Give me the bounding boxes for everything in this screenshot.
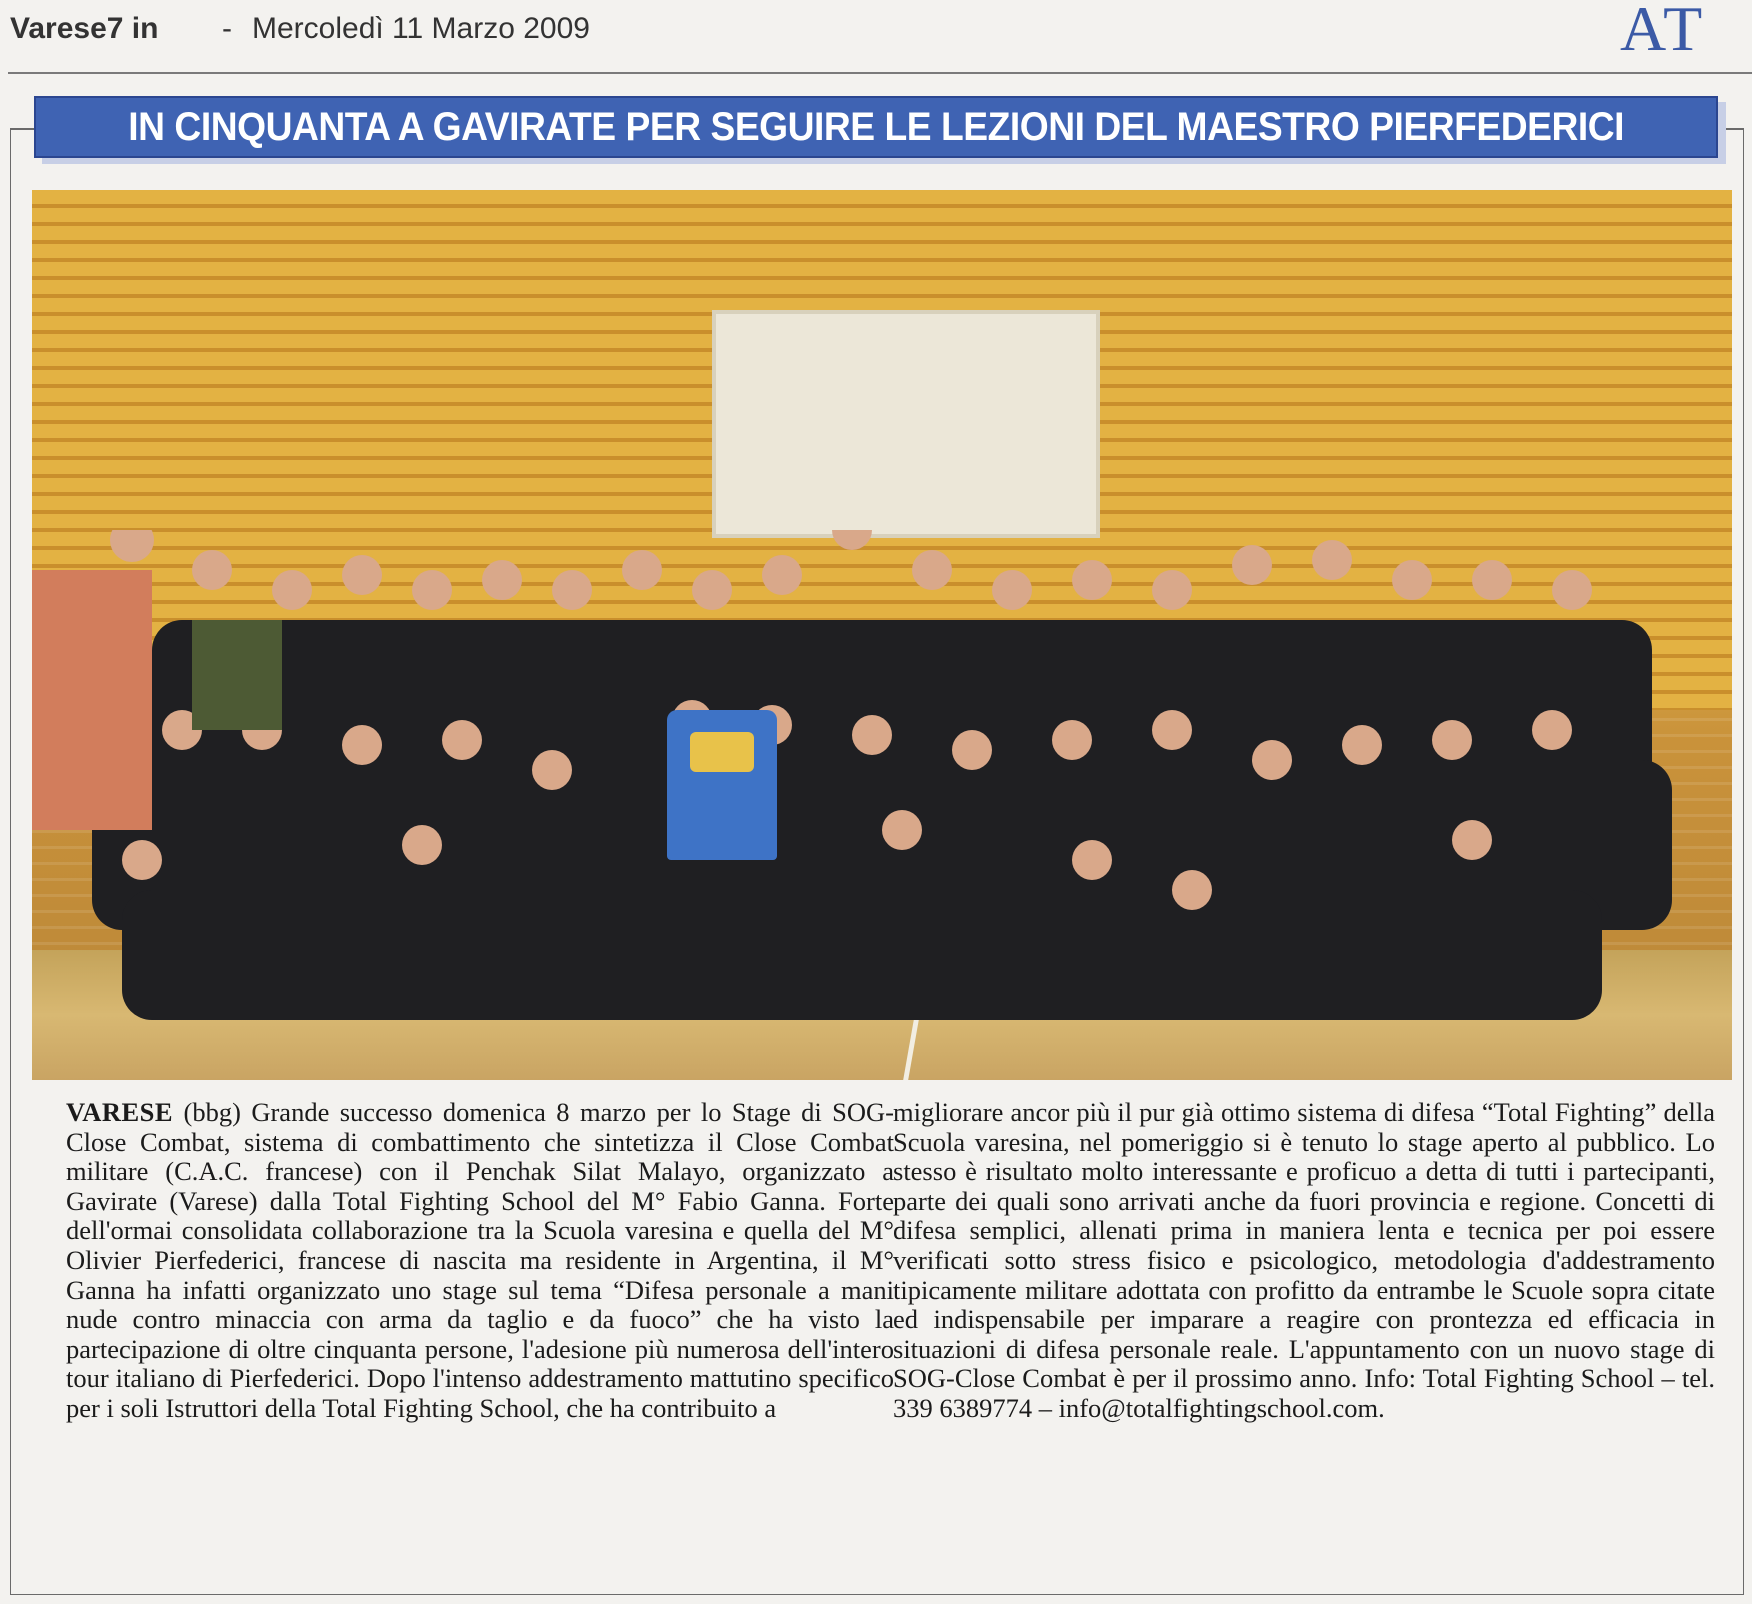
newspaper-name: Varese7 in: [10, 12, 159, 45]
article-column-1: [66, 1098, 894, 1424]
frame-corner-right: [1716, 128, 1744, 130]
column-2-text: migliorare ancor più il pur già ottimo sistema di difesa “Total Fighting” della Scuola varesina, nel pomeriggio si è tenuto lo stage aperto al pubblico. Lo stesso è risultato molto interessante e proficuo a detta di tutti i partecipanti, parte dei quali sono arrivati anche da fuori provincia e regione. Concetti di difesa semplici, allenati prima in maniera lenta e tecnica per poi essere verificati sotto stress fisico e psicologico, metodologia d'addestramento tipicamente militare adottata con profitto da entrambe le Scuole sopra citate ed indispensabile per imparare a reagire con prontezza ed efficacia in situazioni di difesa personale reale. L'appuntamento con un nuovo stage di SOG-Close Combat è per il prossimo anno. Info: Total Fighting School – tel. 339 6389774 – info@totalfightingschool.com.: [893, 1097, 1715, 1423]
byline: (bbg): [183, 1097, 241, 1127]
publication-date: Mercoledì 11 Marzo 2009: [252, 12, 590, 45]
masthead-separator: -: [222, 12, 232, 45]
group-photo: [32, 190, 1732, 1080]
section-title-fragment: AT: [1620, 0, 1707, 64]
masthead: [0, 0, 1752, 72]
column-1-text: Grande successo domenica 8 marzo per lo Stage di SOG-Close Combat, sistema di combattimento che sintetizza il Close Combat militare (C.A.C. francese) con il Penchak Silat Malayo, organizzato a Gavirate (Varese) dalla Total Fighting School del M° Fabio Ganna. Forte dell'ormai consolidata collaborazione tra la Scuola varesina e quella del M° Olivier Pierfederici, francese di nascita ma residente in Argentina, il M° Ganna ha infatti organizzato uno stage sul tema “Difesa personale a mani nude contro minaccia con arma da taglio e da fuoco” che ha visto la partecipazione di oltre cinquanta persone, l'adesione più numerosa dell'intero tour italiano di Pierfederici. Dopo l'intenso addestramento mattutino specifico per i soli Istruttori della Total Fighting School, che ha contribuito a: [66, 1097, 895, 1423]
headline: IN CINQUANTA A GAVIRATE PER SEGUIRE LE LEZIONI DEL MAESTRO PIERFEDERICI: [128, 104, 1624, 149]
article-column-2: [893, 1098, 1715, 1424]
article-paragraph: [66, 1098, 894, 1424]
dateline: VARESE: [66, 1097, 174, 1127]
headline-banner: [34, 96, 1718, 158]
gym-doorway: [712, 310, 1100, 538]
masthead-rule: [8, 72, 1752, 74]
frame-corner-left: [10, 128, 34, 130]
crowd-silhouettes: [32, 530, 1732, 1050]
shirt-print: [690, 732, 754, 772]
